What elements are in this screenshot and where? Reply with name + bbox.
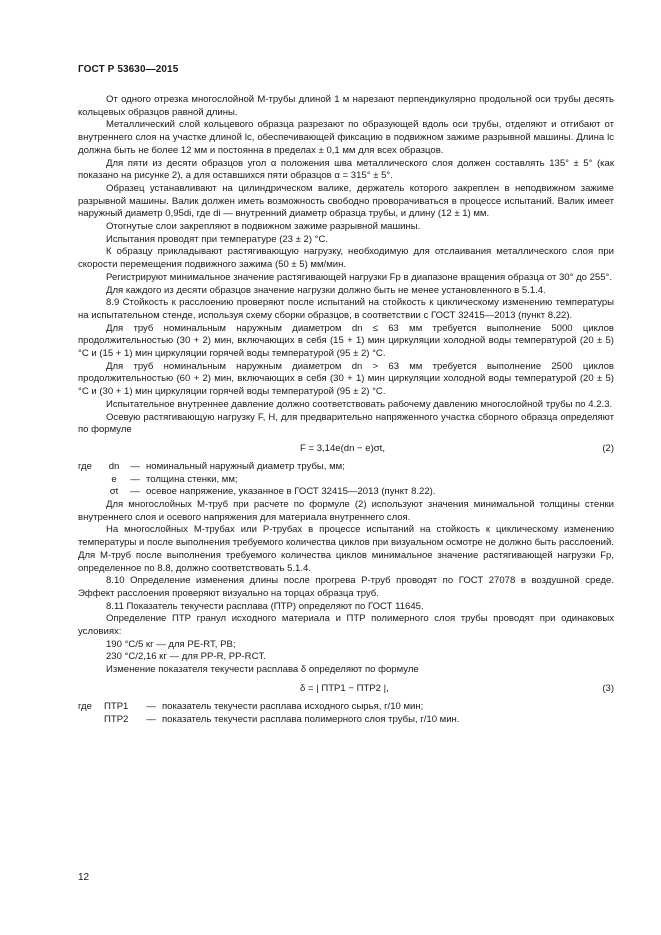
where-label: где [78, 460, 92, 472]
where-label: где [78, 700, 92, 712]
paragraph: Испытательное внутреннее давление должно соответствовать рабочему давлению многослойной трубы по 4.2.3. [106, 398, 613, 410]
formula-3-definitions [78, 701, 614, 726]
formula-2 [78, 440, 614, 457]
definition-row: где dn — номинальный наружный диаметр трубы, мм; [78, 460, 345, 472]
definition-text: показатель текучести расплава полимерного слоя трубы, г/10 мин. [162, 713, 460, 725]
section-8-9: 8.9 Стойкость к расслоению проверяют после испытаний на стойкость к циклическому изменению температуры на испытательном стенде, используя схему сборки образцов, в соответствии с ГОСТ 32415—2013 (пункт 8.22). [78, 297, 614, 321]
definition-symbol: ПТР1 [104, 700, 129, 712]
formula-3 [78, 680, 614, 697]
paragraph: Осевую растягивающую нагрузку F, Н, для предварительно напряженного участка сборного образца определяют по формуле [78, 411, 614, 436]
paragraph: На многослойных М-трубах или Р-трубах в процессе испытаний на стойкость к циклическому изменению температуры и после выполнения требуемого количества циклов при визуальном осмотре не должно быть расслоений. Для М-труб после выполнения требуемого количества циклов минимальное значение растягивающей нагрузки Fp, определенное по 8.8, должно соответствовать 5.1.4. [78, 524, 614, 574]
document-header: ГОСТ Р 53630—2015 [78, 64, 179, 75]
section-8-10: 8.10 Определение изменения длины после прогрева Р-труб проводят по ГОСТ 27078 в воздушной среде. Эффект расслоения проверяют визуально на торцах образца труб. [78, 575, 614, 599]
paragraph: Для труб номинальным наружным диаметром dn ≤ 63 мм требуется выполнение 5000 циклов продолжительностью (30 + 2) мин, включающих в себя (15 + 1) мин циркуляции холодной воды температурой (20 ± 5) °С и (15 + 1) мин циркуляции горячей воды температурой (95 ± 2) °С. [78, 322, 614, 360]
definition-symbol: dn [108, 460, 120, 472]
paragraph: Определение ПТР гранул исходного материала и ПТР полимерного слоя трубы проводят при одинаковых условиях: [78, 613, 614, 638]
page-number: 12 [78, 872, 90, 883]
paragraph: Регистрируют минимальное значение растягивающей нагрузки Fp в диапазоне вращения образца от 30° до 255°. [106, 271, 613, 283]
condition-line: 230 °С/2,16 кг — для PP-R, PP-RCT. [106, 651, 266, 663]
condition-line: 190 °С/5 кг — для PE-RT, РВ; [106, 638, 236, 650]
paragraph: Изменение показателя текучести расплава δ определяют по формуле [106, 664, 419, 676]
paragraph: Испытания проводят при температуре (23 ± 2) °С. [106, 233, 329, 245]
definition-symbol: e [111, 473, 117, 485]
section-8-11: 8.11 Показатель текучести расплава (ПТР) определяют по ГОСТ 11645. [106, 600, 424, 612]
paragraph: Образец устанавливают на цилиндрическом валике, держатель которого закреплен в неподвижном зажиме разрывной машины. Валик должен иметь возможность свободно проворачиваться в процессе испытаний. Валик имеет наружный диаметр 0,95di, где di — внутренний диаметр образца трубы, и длину (12 ± 1) мм. [78, 182, 614, 220]
definition-symbol: ПТР2 [104, 713, 129, 725]
definition-symbol: σt [109, 486, 119, 498]
paragraph: Металлический слой кольцевого образца разрезают по образующей вдоль оси трубы, отделяют и отгибают от внутреннего слоя на участке длиной lc, обеспечивающей фиксацию в подвижном зажиме разрывной машины. Длина lc должна быть не более 12 мм и постоянна в пределах ± 0,1 мм для всех образцов. [78, 119, 614, 156]
paragraph: Для пяти из десяти образцов угол α положения шва металлического слоя должен составлять 135° ± 5° (как показано на рисунке 2), а для оставшихся пяти образцов α = 315° ± 5°. [78, 157, 614, 182]
formula-expression: δ = | ПТР1 − ПТР2 |, [300, 682, 389, 694]
formula-expression: F = 3,14e(dn − e)σt, [300, 442, 385, 454]
definition-text: номинальный наружный диаметр трубы, мм; [146, 460, 345, 472]
definition-row: e — толщина стенки, мм; [78, 474, 614, 487]
paragraph: К образцу прикладывают растягивающую нагрузку, необходимую для отслаивания металлического слоя при скорости перемещения подвижного зажима (50 ± 5) мм/мин. [78, 246, 614, 271]
definition-row: где ПТР1 — показатель текучести расплава исходного сырья, г/10 мин; [78, 700, 424, 712]
document-body [78, 94, 614, 726]
paragraph: От одного отрезка многослойной М-трубы длиной 1 м нарезают перпендикулярно продольной оси трубы десять кольцевых образцов равной длины. [78, 94, 614, 118]
formula-2-definitions [78, 461, 614, 499]
formula-number: (2) [602, 442, 614, 454]
paragraph: Для каждого из десяти образцов значение нагрузки должно быть не менее установленного в 5.1.4. [106, 284, 546, 296]
definition-text: толщина стенки, мм; [146, 473, 238, 485]
paragraph: Для труб номинальным наружным диаметром dn > 63 мм требуется выполнение 2500 циклов продолжительностью (60 + 2) мин, включающих в себя (30 + 1) мин циркуляции холодной воды температурой (20 ± 5) °С и (30 + 1) мин циркуляции горячей воды температурой (95 ± 2) °С. [78, 360, 614, 398]
paragraph: Для многослойных М-труб при расчете по формуле (2) используют значения минимальной толщины стенки внутреннего слоя и осевого напряжения для материала внутреннего слоя. [78, 499, 614, 523]
formula-number: (3) [602, 682, 614, 694]
definition-row: σt — осевое напряжение, указанное в ГОСТ 32415—2013 (пункт 8.22). [78, 486, 614, 499]
definition-text: показатель текучести расплава исходного сырья, г/10 мин; [162, 700, 424, 712]
definition-text: осевое напряжение, указанное в ГОСТ 32415—2013 (пункт 8.22). [146, 486, 436, 498]
paragraph: Отогнутые слои закрепляют в подвижном зажиме разрывной машины. [106, 221, 421, 233]
definition-row: ПТР2 — показатель текучести расплава полимерного слоя трубы, г/10 мин. [104, 713, 460, 725]
